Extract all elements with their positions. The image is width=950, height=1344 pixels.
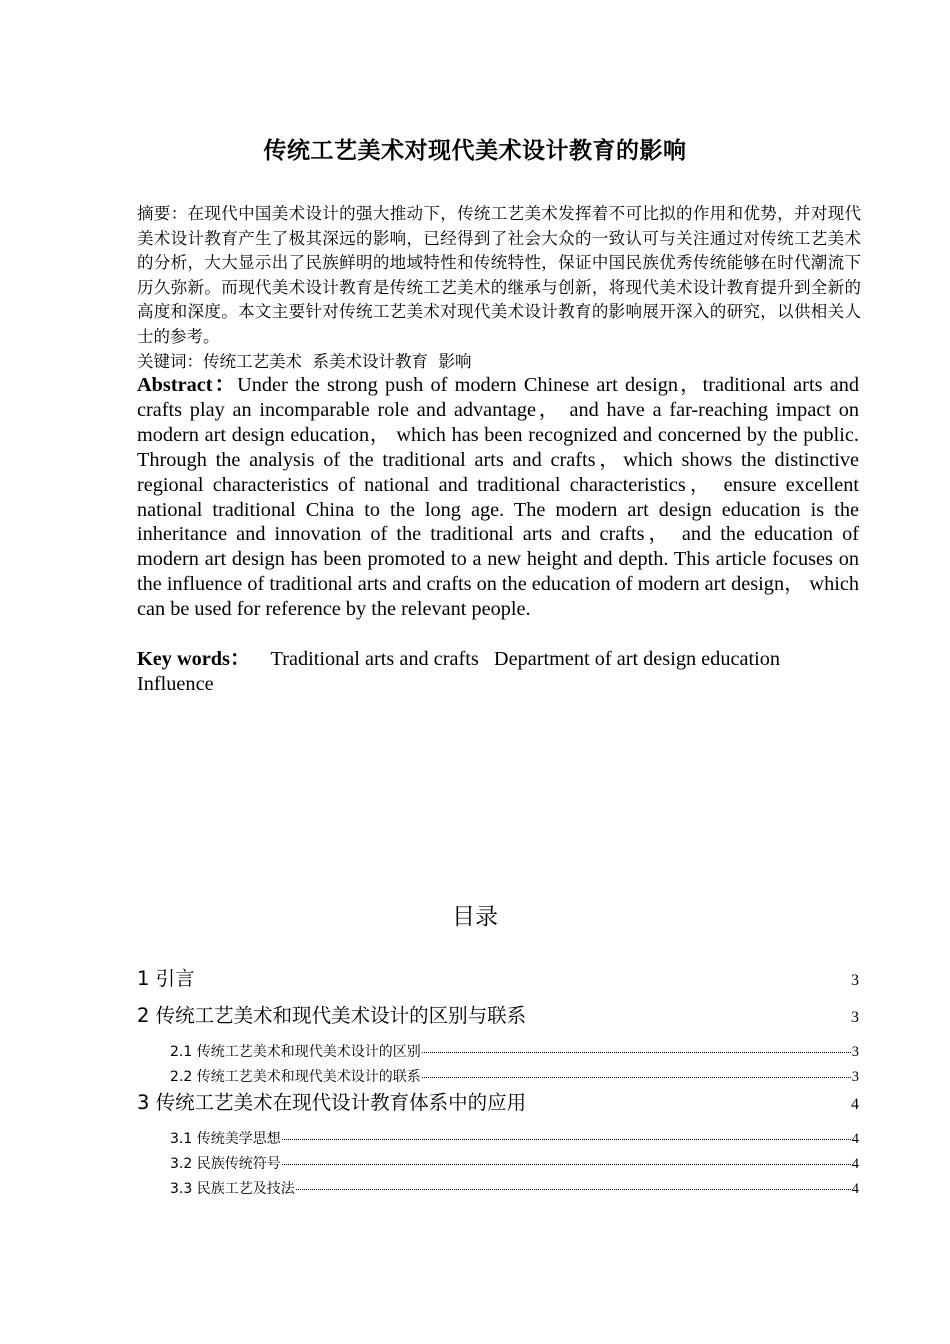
- toc-entry-label: 3.3 民族工艺及技法: [170, 1181, 295, 1197]
- toc-entry-label: 2.2 传统工艺美术和现代美术设计的联系: [170, 1069, 421, 1085]
- toc-leader-dots: [422, 1077, 851, 1078]
- document-title: 传统工艺美术对现代美术设计教育的影响: [263, 137, 687, 164]
- toc-entry-label: 3.2 民族传统符号: [170, 1156, 281, 1172]
- toc-entry-page: 4: [851, 1156, 859, 1172]
- toc-entry-page: 4: [851, 1096, 859, 1113]
- chinese-abstract: [137, 202, 861, 349]
- chinese-abstract-text: 在现代中国美术设计的强大推动下，传统工艺美术发挥着不可比拟的作用和优势，并对现代美术设计教育产生了极其深远的影响，已经得到了社会大众的一致认可与关注通过对传统工艺美术的分析，大大显示出了民族鲜明的地域特性和传统特性，保证中国民族优秀传统能够在时代潮流下历久弥新。而现代美术设计教育是传统工艺美术的继承与创新，将现代美术设计教育提升到全新的高度和深度。本文主要针对传统工艺美术对现代美术设计教育的影响展开深入的研究，以供相关人士的参考。: [137, 204, 862, 346]
- toc-subentry[interactable]: [170, 1153, 859, 1173]
- toc-entry-label: 2.1 传统工艺美术和现代美术设计的区别: [170, 1044, 421, 1060]
- english-abstract-label: Abstract：: [137, 374, 238, 396]
- toc-entry-label: 3 传统工艺美术在现代设计教育体系中的应用: [137, 1091, 527, 1114]
- toc-entry-page: 3: [851, 1044, 859, 1060]
- toc-subentry[interactable]: [170, 1128, 859, 1148]
- chinese-keywords-label: 关键词：: [137, 352, 203, 371]
- toc-leader-dots: [282, 1139, 851, 1140]
- chinese-keywords: [137, 350, 861, 374]
- english-keywords: [137, 647, 859, 697]
- toc-entry-page: 4: [851, 1131, 859, 1147]
- chinese-keywords-text: 传统工艺美术 系美术设计教育 影响: [203, 352, 472, 371]
- toc-entry[interactable]: [137, 1000, 859, 1028]
- english-keywords-label: Key words：: [137, 648, 251, 670]
- toc-entry-page: 3: [851, 1009, 859, 1026]
- toc-entry[interactable]: [137, 963, 859, 991]
- chinese-abstract-label: 摘要：: [137, 204, 188, 223]
- english-keywords-text: Traditional arts and crafts Department of art design education Influence: [137, 648, 796, 695]
- toc-subentry[interactable]: [170, 1041, 859, 1061]
- toc-subentry[interactable]: [170, 1066, 859, 1086]
- toc-entry-page: 4: [851, 1181, 859, 1197]
- english-abstract: [137, 373, 859, 622]
- toc-leader-dots: [282, 1164, 851, 1165]
- toc-leader-dots: [296, 1189, 851, 1190]
- toc-entry-page: 3: [851, 972, 859, 989]
- toc-entry-label: 2 传统工艺美术和现代美术设计的区别与联系: [137, 1004, 527, 1027]
- toc-entry-label: 3.1 传统美学思想: [170, 1131, 281, 1147]
- toc-leader-dots: [422, 1052, 851, 1053]
- toc-entry[interactable]: [137, 1087, 859, 1115]
- toc-entry-page: 3: [851, 1069, 859, 1085]
- toc-subentry[interactable]: [170, 1178, 859, 1198]
- english-abstract-text: Under the strong push of modern Chinese art design，traditional arts and crafts play an incomparable role and advantage， and have a far-reaching impact on modern art design education， which has been recognized and concerned by the public. Through the analysis of the traditional arts and crafts，which shows the distinctive regional characteristics of national and traditional characteristics， ensure excellent national traditional China to the long age. The modern art design education is the inheritance and innovation of the traditional arts and crafts， and the education of modern art design has been promoted to a new height and depth. This article focuses on the influence of traditional arts and crafts on the education of modern art design， which can be used for reference by the relevant people.: [137, 374, 859, 621]
- toc-entry-label: 1 引言: [137, 967, 195, 990]
- toc-title: 目录: [452, 904, 498, 930]
